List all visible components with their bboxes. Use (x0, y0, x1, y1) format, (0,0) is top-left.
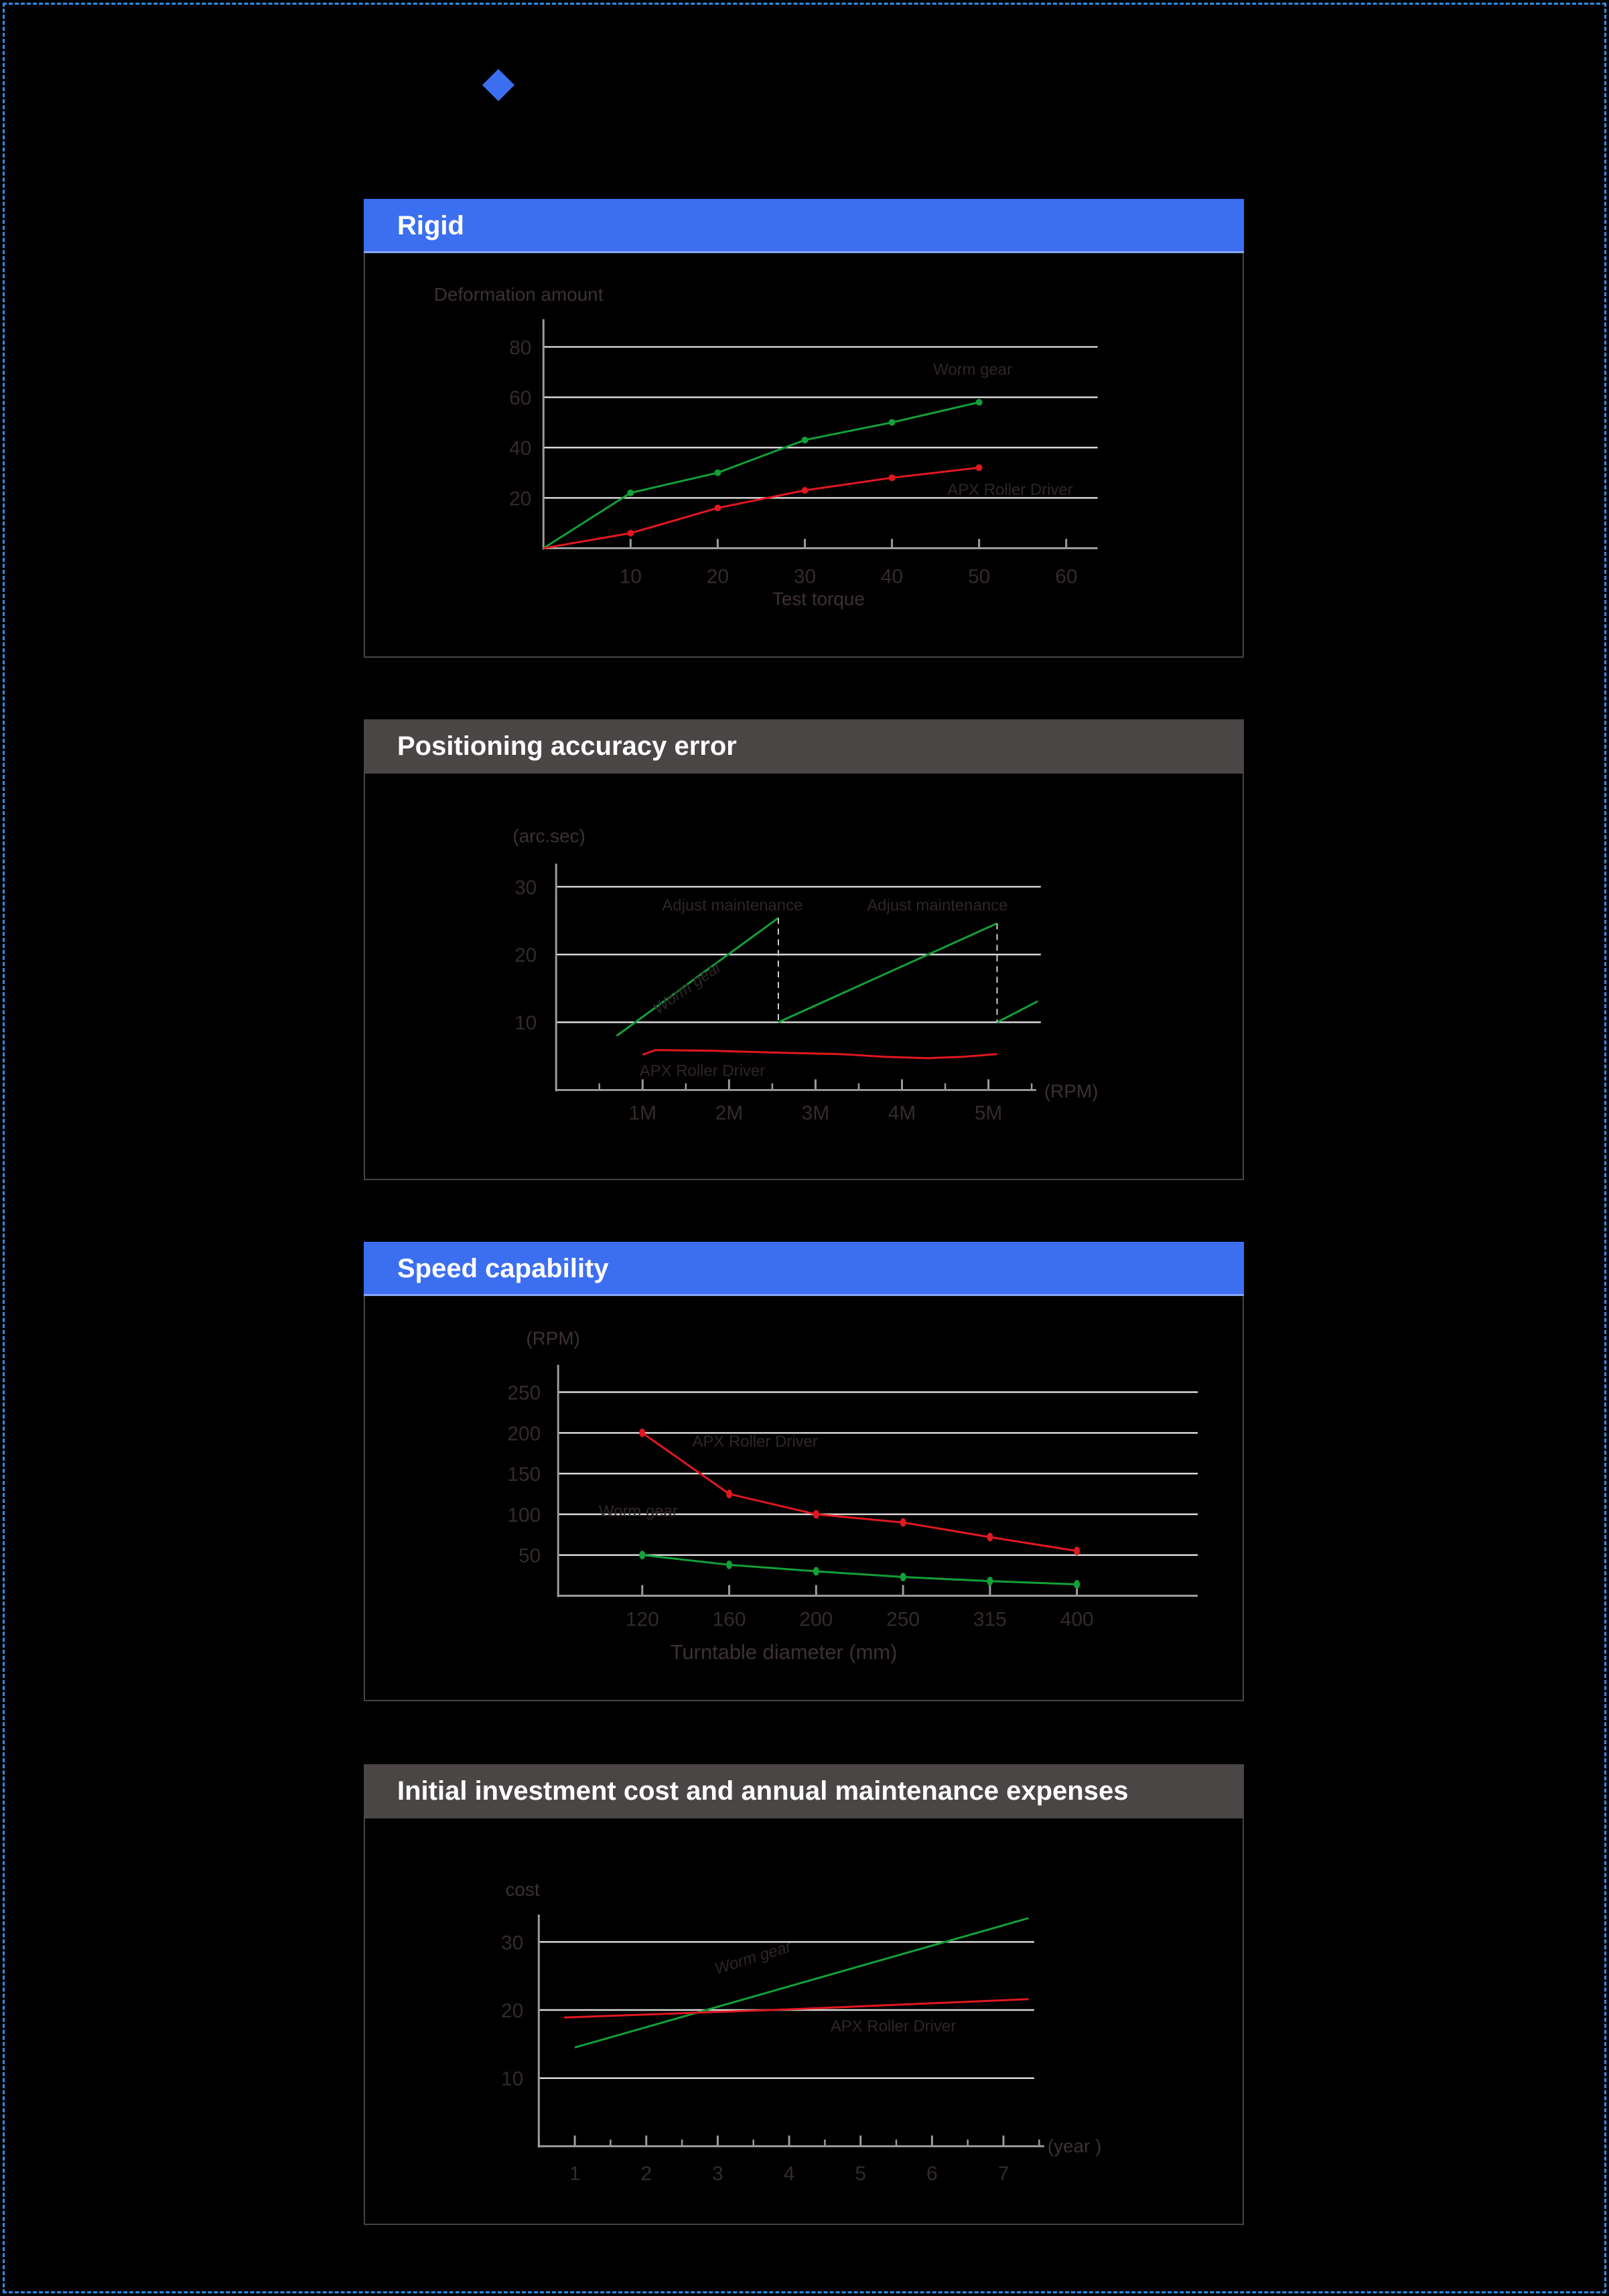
rigid-chart-area (364, 253, 1244, 658)
y-tick-label: 200 (507, 1423, 541, 1445)
x-tick-label: 160 (712, 1608, 746, 1631)
x-axis-title: (RPM) (1044, 1080, 1099, 1102)
panel-investment-cost (364, 1764, 1244, 2225)
data-point-marker (714, 504, 721, 511)
x-tick-label: 250 (886, 1608, 920, 1631)
data-point-marker (813, 1567, 819, 1576)
data-point-marker (900, 1518, 906, 1527)
data-point-marker (639, 1551, 645, 1559)
rigid-deformation-chart (365, 253, 1243, 656)
x-tick-label: 3 (712, 2163, 723, 2185)
series-annotation-label: APX Roller Driver (830, 2017, 957, 2035)
y-tick-label: 100 (507, 1504, 541, 1526)
series-annotation-label: Worm gear (933, 360, 1013, 379)
panel-title-speed-capability: Speed capability (364, 1242, 1244, 1296)
x-tick-label: 10 (619, 565, 642, 588)
x-tick-label: 315 (973, 1608, 1007, 1631)
series-annotation-label: Worm gear (712, 1937, 794, 1979)
cost-chart-area (364, 1818, 1244, 2225)
series-line (642, 1050, 997, 1058)
y-tick-label: 30 (501, 1932, 524, 1954)
series-line (575, 1918, 1028, 2048)
y-axis-title: (RPM) (526, 1328, 580, 1349)
x-axis-title: Turntable diameter (mm) (670, 1640, 898, 1664)
diamond-bullet-icon (482, 69, 514, 101)
investment-cost-chart (365, 1818, 1243, 2224)
data-point-marker (802, 437, 809, 443)
data-point-marker (976, 399, 983, 406)
y-tick-label: 20 (509, 488, 532, 510)
data-point-marker (987, 1577, 993, 1585)
series-annotation-label: APX Roller Driver (692, 1433, 818, 1451)
series-annotation-label: Adjust maintenance (867, 896, 1008, 915)
series-line-segment (778, 924, 997, 1023)
x-tick-label: 2 (640, 2163, 652, 2185)
data-point-marker (714, 470, 721, 476)
y-axis-title: Deformation amount (433, 283, 604, 305)
x-tick-label: 1M (628, 1102, 657, 1125)
data-point-marker (976, 464, 983, 471)
series-annotation-label: Worm gear (599, 1502, 678, 1520)
panel-title-investment-cost: Initial investment cost and annual maintenance expenses (364, 1764, 1244, 1818)
data-point-marker (627, 530, 634, 536)
x-tick-label: 4 (783, 2163, 795, 2185)
series-annotation-label: APX Roller Driver (947, 480, 1073, 499)
data-point-marker (726, 1490, 732, 1498)
x-tick-label: 1 (569, 2163, 581, 2185)
y-tick-label: 40 (509, 437, 532, 460)
x-tick-label: 6 (926, 2163, 938, 2185)
data-point-marker (889, 419, 896, 426)
x-tick-label: 200 (799, 1608, 833, 1631)
x-tick-label: 40 (880, 565, 904, 588)
x-tick-label: 2M (715, 1102, 744, 1125)
data-point-marker (889, 474, 896, 481)
series-annotation-label: Worm gear (650, 957, 725, 1018)
y-tick-label: 10 (514, 1012, 537, 1035)
positioning-accuracy-chart (365, 774, 1243, 1179)
data-point-marker (627, 490, 634, 496)
y-tick-label: 80 (509, 336, 532, 359)
panel-rigid (364, 199, 1244, 658)
data-point-marker (639, 1429, 645, 1437)
data-point-marker (813, 1510, 819, 1518)
data-point-marker (1074, 1547, 1080, 1555)
x-axis-title: Test torque (772, 588, 865, 609)
x-tick-label: 30 (793, 565, 817, 588)
y-tick-label: 60 (509, 387, 532, 410)
x-tick-label: 60 (1055, 565, 1078, 588)
data-point-marker (802, 487, 809, 494)
x-tick-label: 5M (974, 1102, 1003, 1125)
x-tick-label: 20 (706, 565, 729, 588)
y-tick-label: 30 (514, 876, 537, 899)
y-tick-label: 20 (501, 2000, 524, 2023)
y-axis-title: (arc.sec) (512, 825, 585, 847)
panel-title-rigid: Rigid (364, 199, 1244, 253)
y-tick-label: 20 (514, 944, 537, 967)
x-axis-title: (year ) (1047, 2135, 1102, 2157)
panel-positioning-accuracy (364, 719, 1244, 1180)
y-tick-label: 50 (518, 1545, 541, 1567)
data-point-marker (726, 1561, 732, 1569)
y-tick-label: 10 (501, 2068, 524, 2090)
series-line (642, 1555, 1077, 1585)
data-point-marker (900, 1573, 906, 1581)
series-line (564, 1999, 1028, 2017)
x-tick-label: 3M (801, 1102, 830, 1125)
series-annotation-label: APX Roller Driver (639, 1062, 766, 1080)
x-tick-label: 7 (997, 2163, 1009, 2185)
panel-speed-capability (364, 1242, 1244, 1701)
series-annotation-label: Adjust maintenance (662, 896, 803, 915)
positioning-chart-area (364, 774, 1244, 1180)
speed-capability-chart (365, 1296, 1243, 1700)
y-tick-label: 250 (507, 1382, 541, 1405)
x-tick-label: 5 (855, 2163, 867, 2185)
series-line (543, 468, 979, 548)
series-line-segment (997, 1001, 1038, 1022)
data-point-marker (1074, 1580, 1080, 1589)
speed-chart-area (364, 1296, 1244, 1701)
x-tick-label: 50 (968, 565, 991, 588)
panel-title-positioning-accuracy: Positioning accuracy error (364, 719, 1244, 774)
y-axis-title: cost (505, 1879, 540, 1900)
data-point-marker (987, 1532, 993, 1541)
y-tick-label: 150 (507, 1463, 541, 1486)
x-tick-label: 4M (888, 1102, 916, 1125)
x-tick-label: 120 (625, 1608, 659, 1631)
x-tick-label: 400 (1060, 1608, 1094, 1631)
